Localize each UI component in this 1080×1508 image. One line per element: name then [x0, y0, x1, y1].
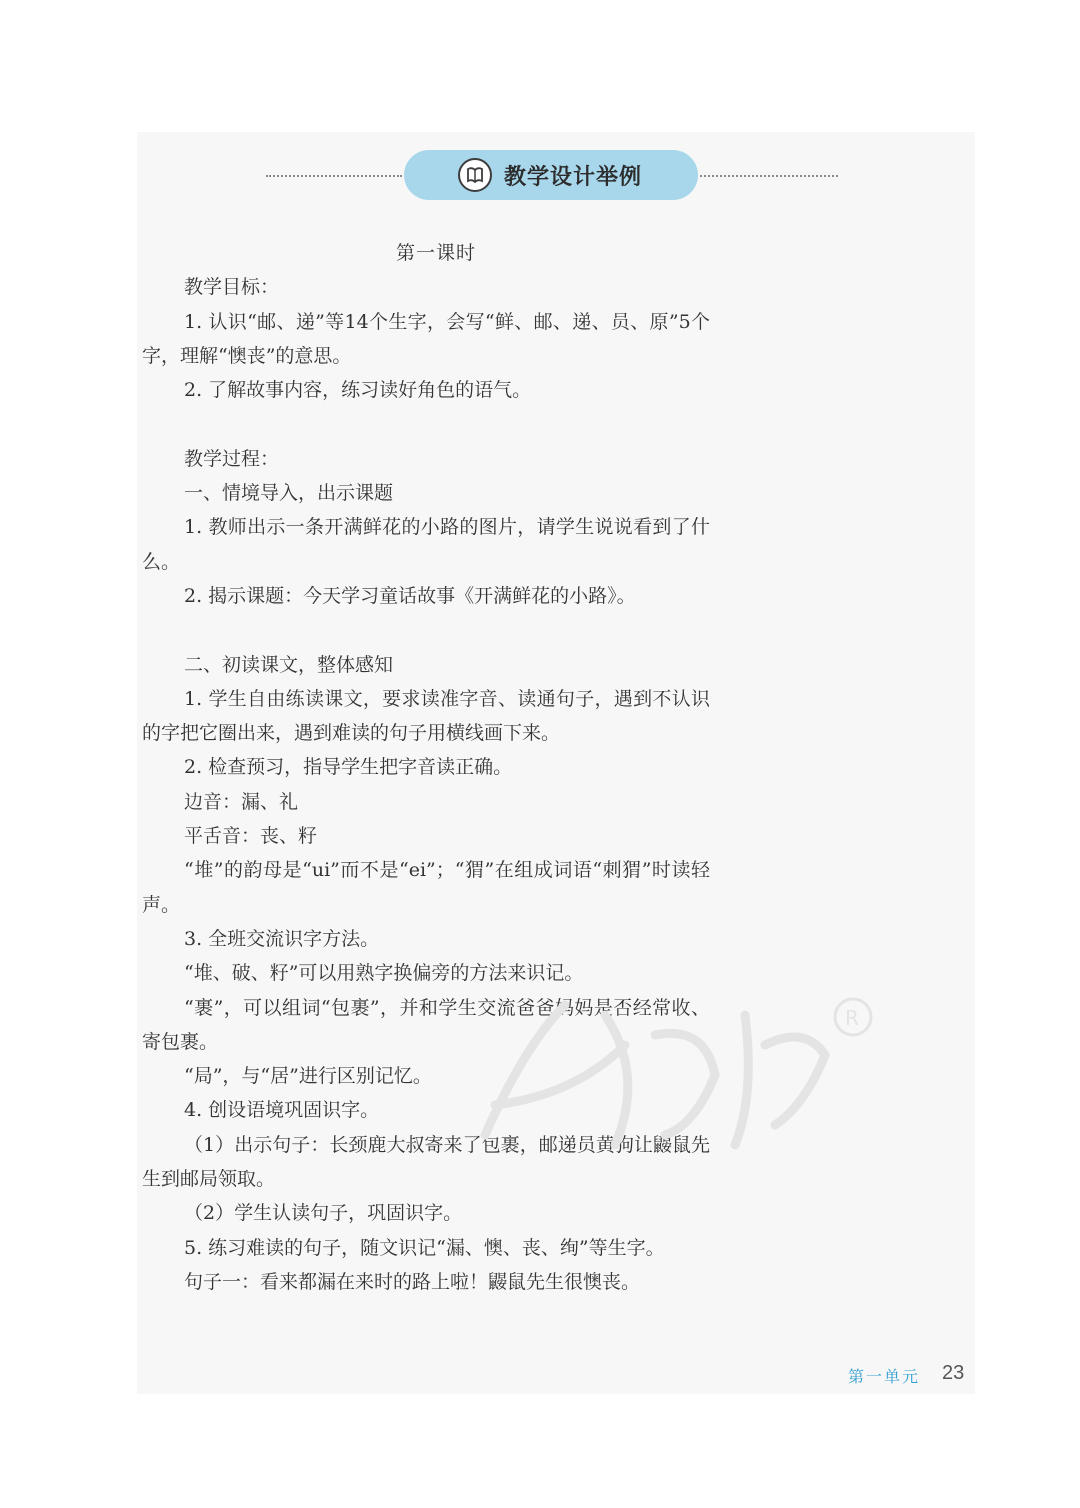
lesson-title: 第一课时 — [395, 242, 476, 264]
paragraph: 2. 检查预习，指导学生把字音读正确。 — [184, 756, 513, 779]
dotted-rule-left — [266, 175, 402, 177]
unit-label: 第一单元 — [848, 1367, 921, 1386]
paragraph: 2. 揭示课题：今天学习童话故事《开满鲜花的小路》。 — [184, 584, 636, 607]
paragraph: “堆”的韵母是“ui”而不是“ei”；“猬”在组成词语“刺猬”时读轻声。 — [142, 859, 710, 916]
section-title: 教学设计举例 — [504, 164, 643, 190]
paragraph: 边音：漏、礼 — [184, 790, 299, 813]
section-title-banner — [404, 150, 698, 200]
paragraph: 1. 认识“邮、递”等14个生字，会写“鲜、邮、递、员、原”5个字，理解“懊丧”的意思。 — [142, 310, 710, 367]
paragraph: 5. 练习难读的句子，随文识记“漏、懊、丧、绚”等生字。 — [184, 1236, 665, 1259]
lesson-content — [142, 236, 710, 1299]
paragraph: （1）出示句子：长颈鹿大叔寄来了包裹，邮递员黄狗让鼹鼠先生到邮局领取。 — [142, 1133, 710, 1191]
paragraph: 3. 全班交流识字方法。 — [184, 927, 380, 950]
svg-text:R: R — [845, 1006, 859, 1030]
paragraph: 一、情境导入，出示课题 — [184, 482, 394, 505]
page-number: 23 — [942, 1362, 965, 1384]
dotted-rule-right — [700, 175, 838, 177]
paragraph: 2. 了解故事内容，练习读好角色的语气。 — [184, 379, 532, 402]
paragraph: 句子一：看来都漏在来时的路上啦！鼹鼠先生很懊丧。 — [184, 1270, 641, 1293]
paragraph-list — [142, 270, 710, 1299]
book-icon — [458, 158, 492, 192]
section-header — [266, 150, 838, 202]
paragraph: “裹”，可以组词“包裹”，并和学生交流爸爸妈妈是否经常收、寄包裹。 — [142, 996, 710, 1053]
paragraph: （2）学生认读句子，巩固识字。 — [184, 1202, 463, 1225]
paragraph: “堆、破、籽”可以用熟字换偏旁的方法来识记。 — [184, 962, 584, 985]
paragraph: 二、初读课文，整体感知 — [184, 653, 394, 676]
paragraph: 1. 学生自由练读课文，要求读准字音、读通句子，遇到不认识的字把它圈出来，遇到难读的句子用横线画下来。 — [142, 687, 710, 745]
paragraph: 教学目标： — [184, 276, 280, 299]
paragraph: 1. 教师出示一条开满鲜花的小路的图片，请学生说说看到了什么。 — [142, 516, 710, 573]
paragraph: 平舌音：丧、籽 — [184, 825, 318, 848]
paragraph: “局”，与“居”进行区别记忆。 — [184, 1065, 432, 1088]
paragraph: 4. 创设语境巩固识字。 — [184, 1099, 380, 1122]
paragraph: 教学过程： — [184, 447, 280, 470]
